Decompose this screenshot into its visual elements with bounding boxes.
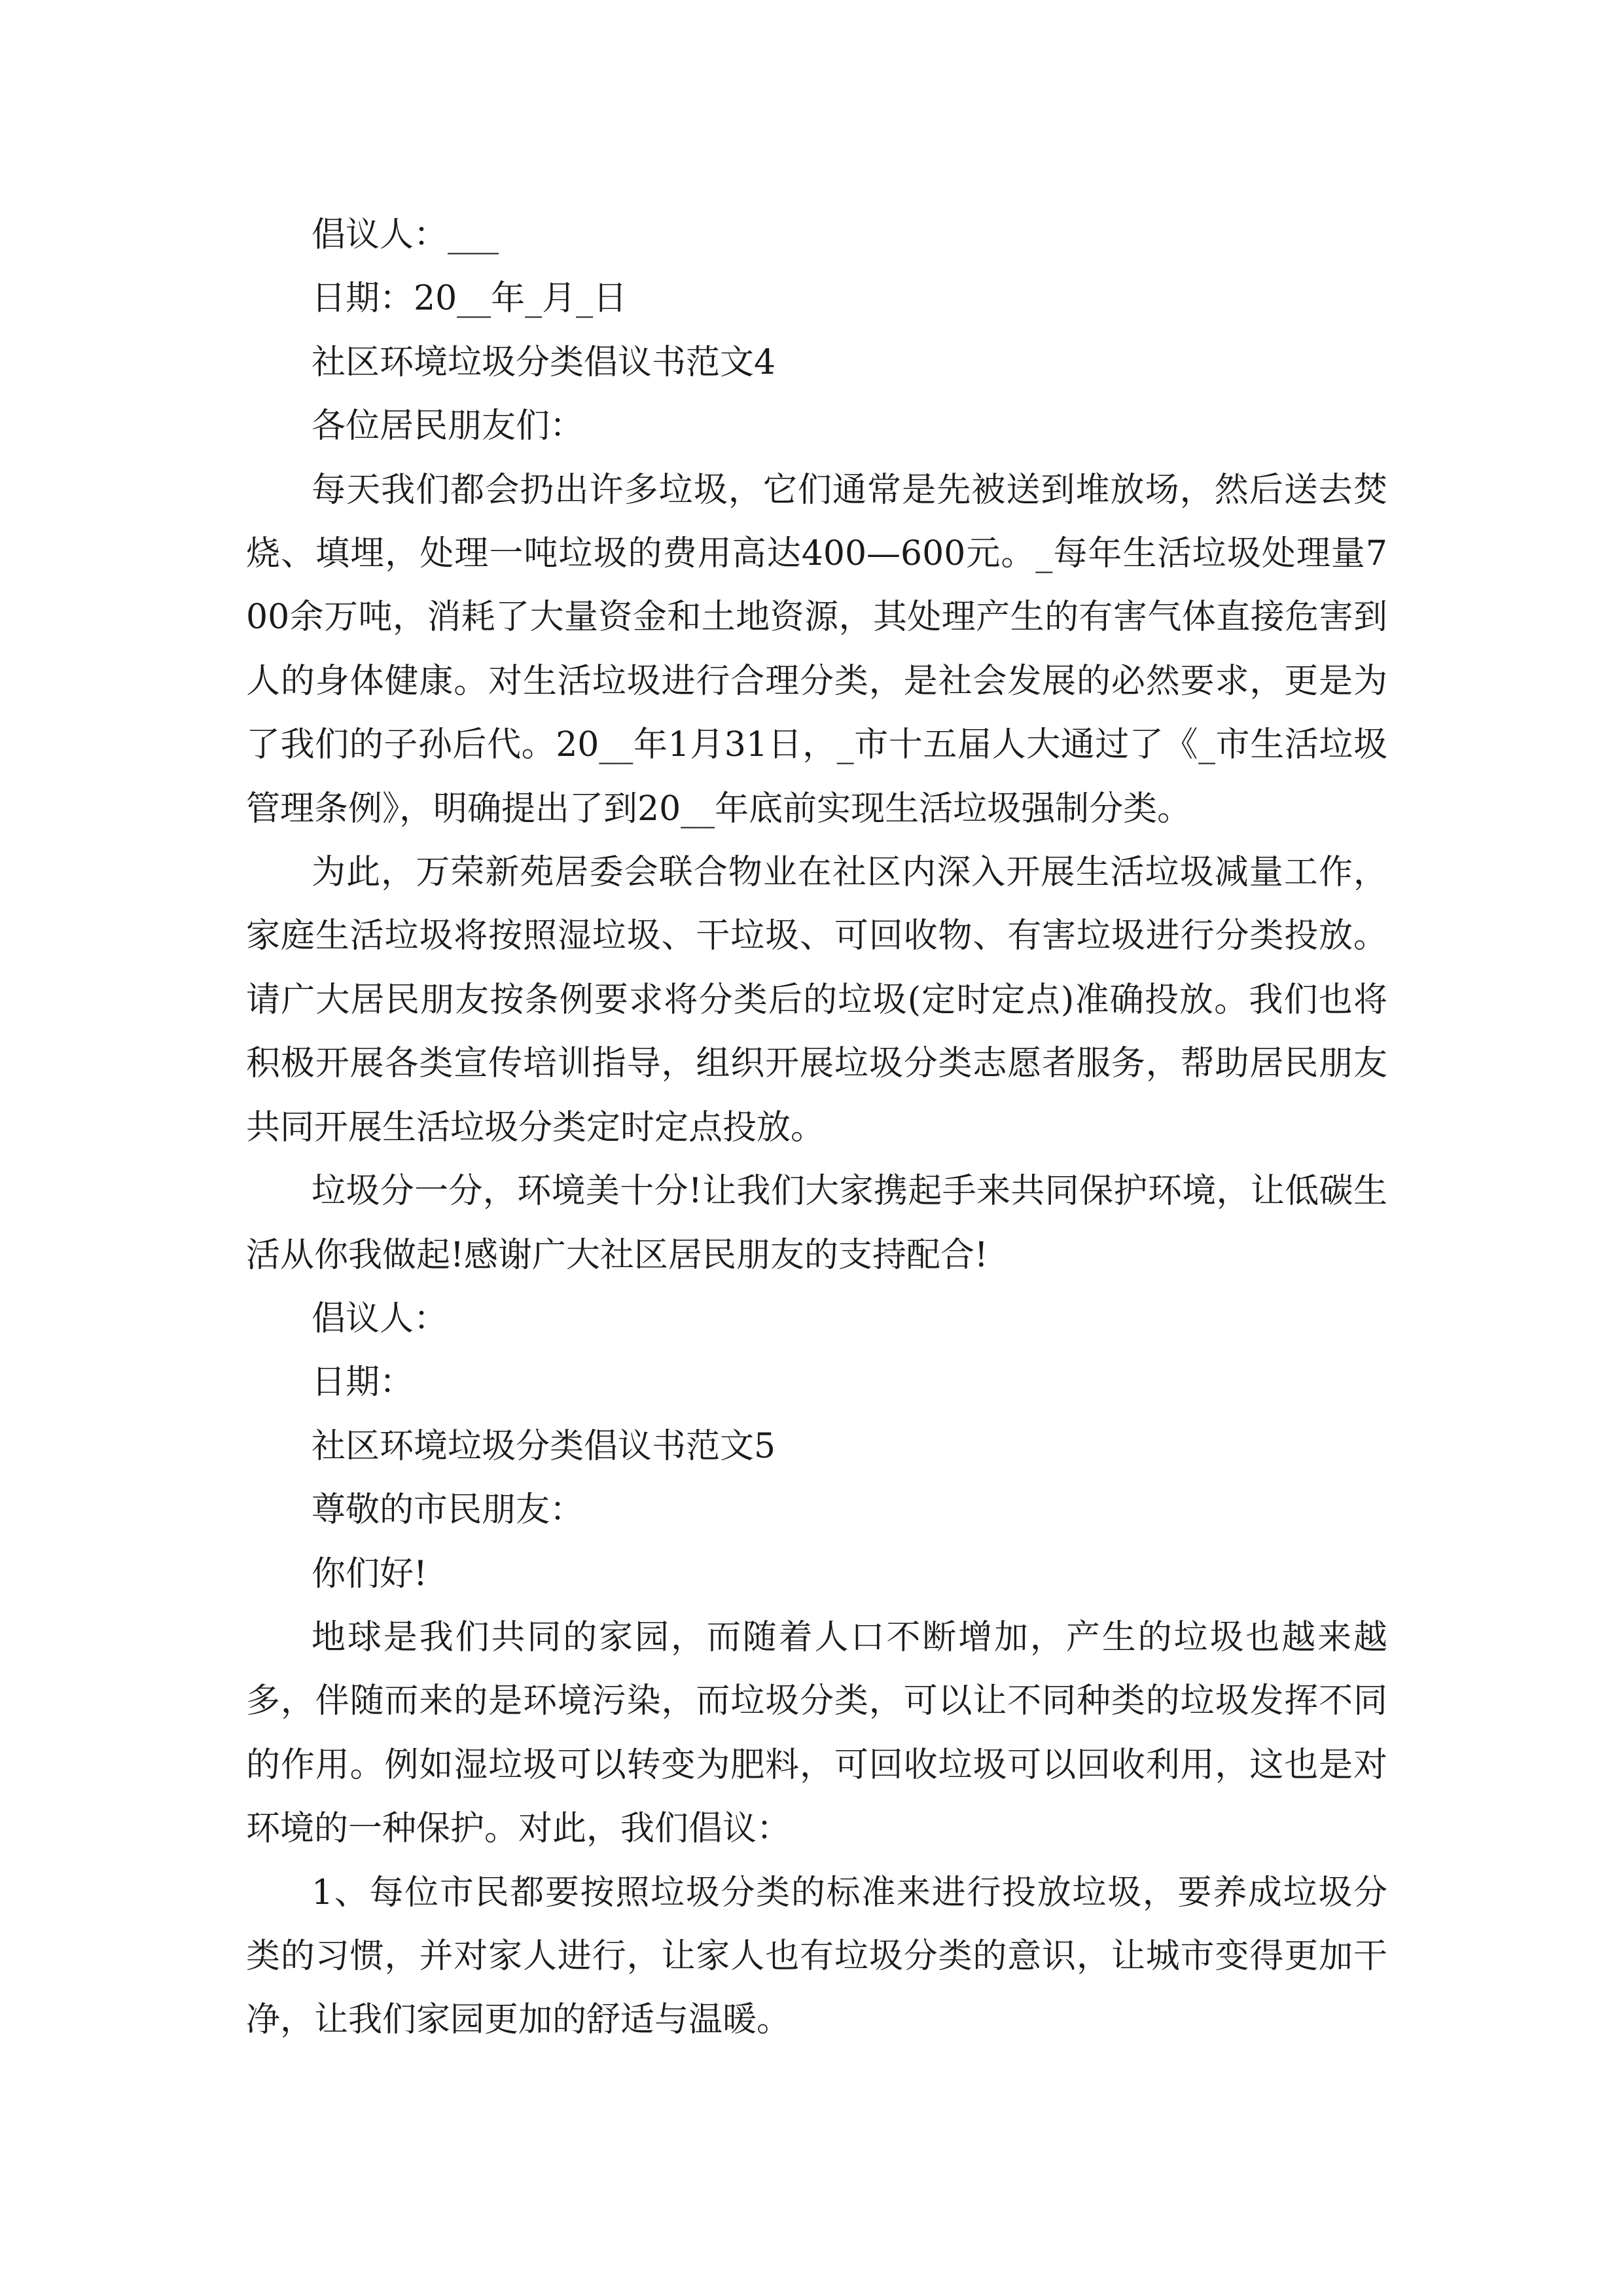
salutation: 各位居民朋友们： bbox=[312, 406, 584, 446]
greeting: 你们好! bbox=[312, 1554, 427, 1594]
proposal-item: 1、每位市民都要按照垃圾分类的标准来进行投放垃圾，要养成垃圾分类的习惯，并对家人进行，让家人也有垃圾分类的意识，让城市变得更加干净，让我们家园更加的舒适与温暖。 bbox=[246, 1873, 1387, 2040]
section-heading-5: 社区环境垃圾分类倡议书范文5 bbox=[312, 1426, 776, 1466]
body-paragraph: 为此，万荣新苑居委会联合物业在社区内深入开展生活垃圾减量工作，家庭生活垃圾将按照湿垃圾、干垃圾、可回收物、有害垃圾进行分类投放。请广大居民朋友按条例要求将分类后的垃圾(定时定点)准确投放。我们也将积极开展各类宣传培训指导，组织开展垃圾分类志愿者服务，帮助居民朋友共同开展生活垃圾分类定时定点投放。 bbox=[246, 853, 1387, 1147]
document-body bbox=[246, 204, 1387, 2053]
date-line: 日期： bbox=[312, 1363, 414, 1403]
initiator-line: 倡议人： bbox=[312, 1299, 448, 1338]
section-heading-4: 社区环境垃圾分类倡议书范文4 bbox=[312, 342, 776, 382]
initiator-line: 倡议人：___ bbox=[312, 215, 499, 255]
body-paragraph: 每天我们都会扔出许多垃圾，它们通常是先被送到堆放场，然后送去焚烧、填埋，处理一吨垃圾的费用高达400—600元。_每年生活垃圾处理量700余万吨，消耗了大量资金和土地资源，其处理产生的有害气体直接危害到人的身体健康。对生活垃圾进行合理分类，是社会发展的必然要求，更是为了我们的子孙后代。20__年1月31日，_市十五届人大通过了《_市生活垃圾管理条例》，明确提出了到20__年底前实现生活垃圾强制分类。 bbox=[246, 470, 1387, 829]
salutation: 尊敬的市民朋友： bbox=[312, 1490, 584, 1530]
body-paragraph: 垃圾分一分，环境美十分!让我们大家携起手来共同保护环境，让低碳生活从你我做起!感谢广大社区居民朋友的支持配合! bbox=[246, 1172, 1387, 1275]
date-line: 日期：20__年_月_日 bbox=[312, 279, 628, 319]
body-paragraph: 地球是我们共同的家园，而随着人口不断增加，产生的垃圾也越来越多，伴随而来的是环境污染，而垃圾分类，可以让不同种类的垃圾发挥不同的作用。例如湿垃圾可以转变为肥料，可回收垃圾可以回收利用，这也是对环境的一种保护。对此，我们倡议： bbox=[246, 1617, 1387, 1849]
